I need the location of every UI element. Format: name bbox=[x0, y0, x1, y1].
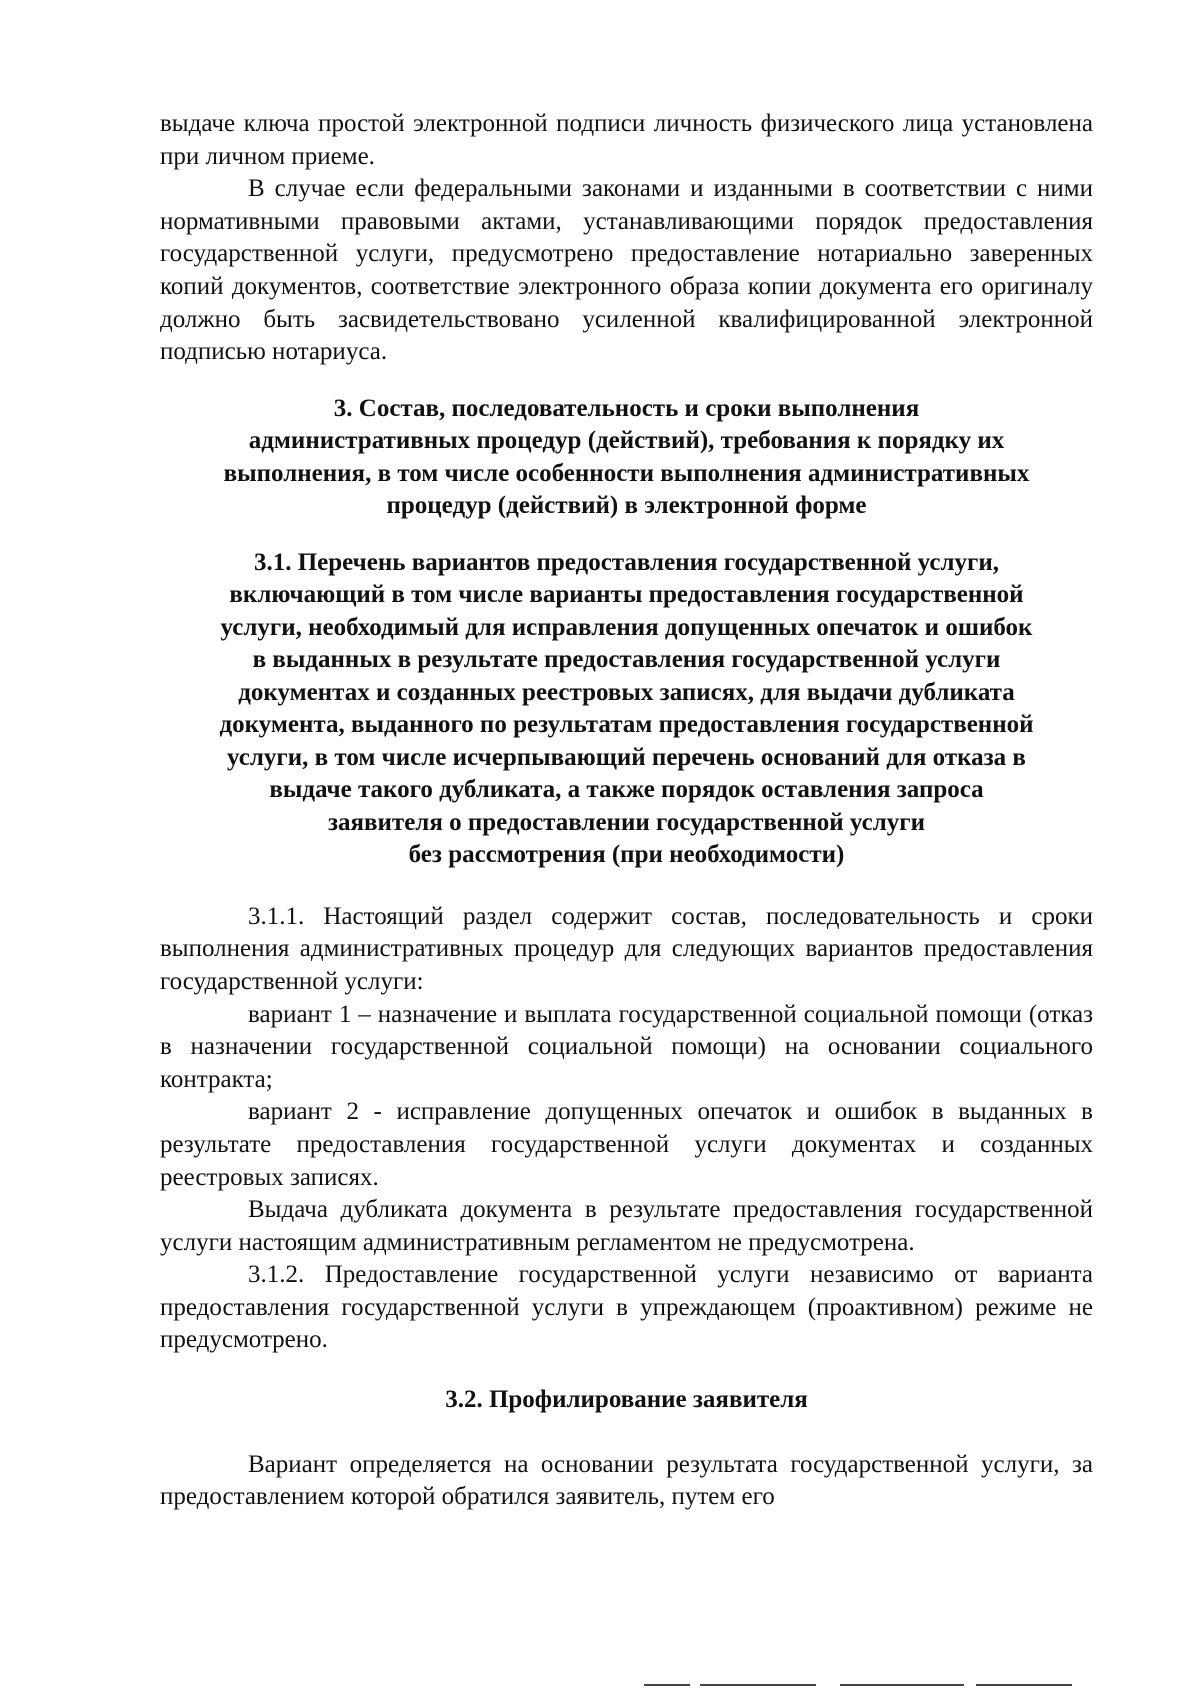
duplicate-paragraph: Выдача дубликата документа в результате предоставления государственной услуги настоящим административным регламентом не предусмотрена. bbox=[160, 1196, 1093, 1256]
variant-1-paragraph: вариант 1 – назначение и выплата государственной социальной помощи (отказ в назначении государственной социальной помощи) на основании социального контракта; bbox=[160, 1000, 1093, 1093]
section-3-1-heading-line: услуги, необходимый для исправления допущенных опечаток и ошибок bbox=[220, 613, 1033, 641]
section-3-1-heading-line: без рассмотрения (при необходимости) bbox=[408, 841, 845, 869]
footer-rule-segment bbox=[840, 1684, 964, 1686]
section-3-heading-line: административных процедур (действий), требования к порядку их bbox=[248, 427, 1005, 455]
spacer bbox=[160, 369, 1093, 393]
section-3-heading-line: 3. Состав, последовательность и сроки выполнения bbox=[333, 394, 920, 422]
intro-paragraph-1: выдаче ключа простой электронной подписи личность физического лица установлена при личном приеме. bbox=[160, 110, 1093, 170]
footer-rule-segment bbox=[700, 1684, 816, 1686]
footer-rule-segment bbox=[644, 1684, 690, 1686]
section-3-1-heading-line: документах и созданных реестровых записях, для выдачи дубликата bbox=[238, 678, 1015, 706]
paragraph-3-1-2: 3.1.2. Предоставление государственной услуги независимо от варианта предоставления государственной услуги в упреждающем (проактивном) режиме не предусмотрено. bbox=[160, 1261, 1093, 1354]
spacer bbox=[160, 872, 1093, 901]
section-3-2-heading: 3.2. Профилирование заявителя bbox=[445, 1386, 808, 1414]
document-body bbox=[160, 108, 1093, 1514]
intro-paragraph-2: В случае если федеральными законами и изданными в соответствии с ними нормативными правовыми актами, устанавливающими порядок предоставления государственной услуги, предусмотрено предоставление нотариально заверенных копий документов, соответствие электронного образа копии документа его оригиналу должно быть засвидетельствовано усиленной квалифицированной электронной подписью нотариуса. bbox=[160, 175, 1093, 366]
paragraph-3-1-1: 3.1.1. Настоящий раздел содержит состав, последовательность и сроки выполнения административных процедур для следующих вариантов предоставления государственной услуги: bbox=[160, 902, 1093, 995]
spacer bbox=[160, 1417, 1093, 1449]
section-3-1-heading-line: включающий в том числе варианты предоставления государственной bbox=[229, 581, 1024, 609]
section-3-heading-line: процедур (действий) в электронной форме bbox=[386, 492, 867, 520]
section-3-heading-line: выполнения, в том числе особенности выполнения административных bbox=[223, 459, 1030, 487]
spacer bbox=[160, 523, 1093, 547]
paragraph-3-2: Вариант определяется на основании результата государственной услуги, за предоставлением которой обратился заявитель, путем его bbox=[160, 1450, 1093, 1511]
section-3-heading bbox=[160, 393, 1093, 523]
spacer bbox=[160, 1357, 1093, 1384]
section-3-1-heading-line: документа, выданного по результатам предоставления государственной bbox=[219, 711, 1034, 739]
section-3-1-heading-line: выдаче такого дубликата, а также порядок оставления запроса bbox=[269, 776, 984, 804]
footer-rule-segment bbox=[976, 1684, 1072, 1686]
section-3-1-heading-line: 3.1. Перечень вариантов предоставления государственной услуги, bbox=[253, 548, 1000, 576]
section-3-1-heading bbox=[160, 547, 1093, 872]
section-3-1-heading-line: услуги, в том числе исчерпывающий перечень оснований для отказа в bbox=[227, 743, 1026, 771]
section-3-1-heading-line: в выданных в результате предоставления государственной услуги bbox=[252, 646, 1001, 674]
variant-2-paragraph: вариант 2 - исправление допущенных опечаток и ошибок в выданных в результате предоставления государственной услуги документах и созданных реестровых записях. bbox=[160, 1098, 1093, 1191]
section-3-1-heading-line: заявителя о предоставлении государственной услуги bbox=[327, 808, 926, 836]
